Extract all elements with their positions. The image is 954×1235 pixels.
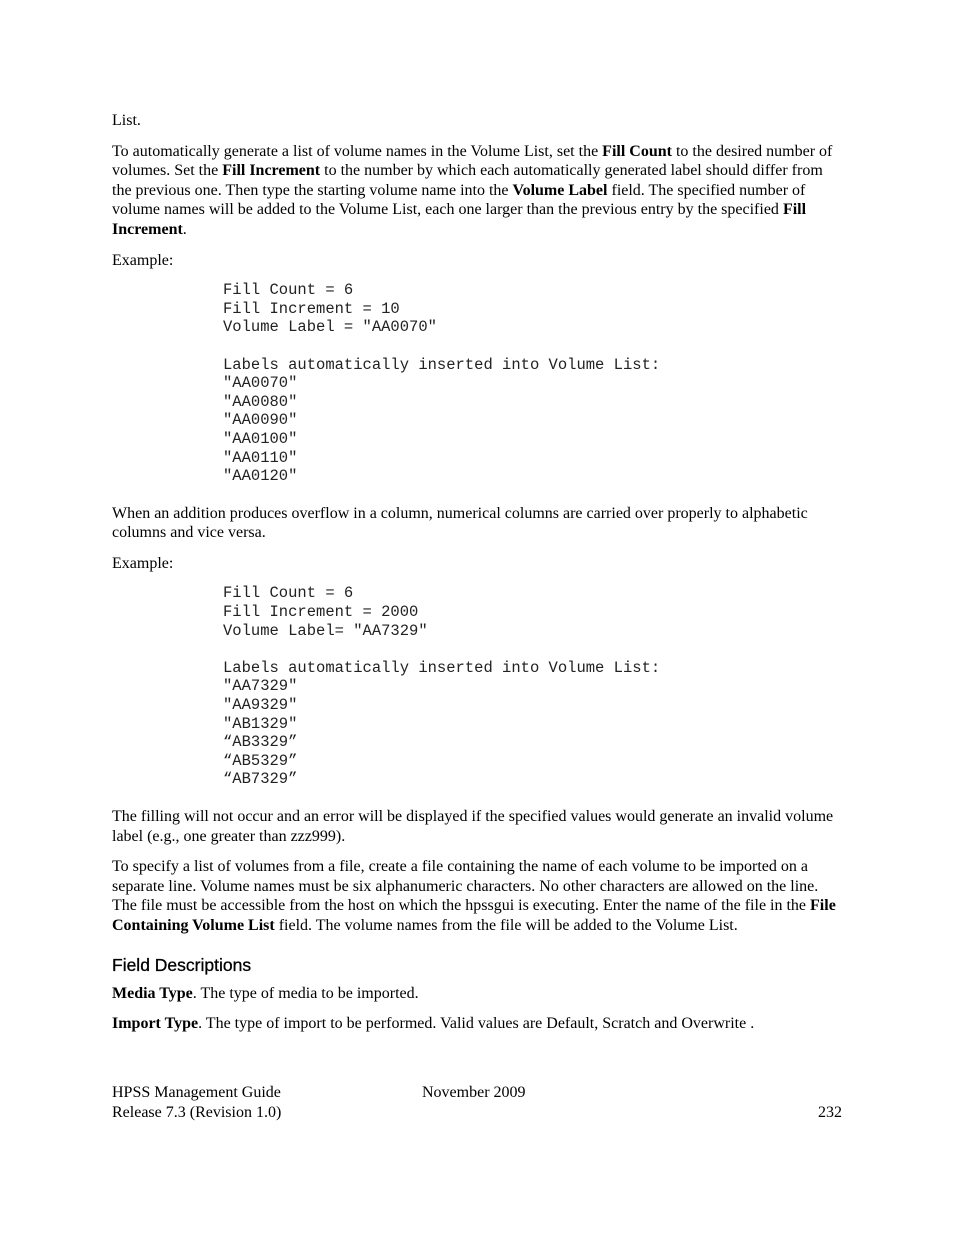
code-line: “AB5329” [223, 751, 298, 770]
code-line [223, 337, 842, 356]
bold-term: Volume Label [512, 181, 608, 199]
footer-date: November 2009 [422, 1084, 526, 1101]
bold-term: Fill Increment [222, 162, 321, 180]
code-line: Volume Label = "AA0070" [223, 318, 437, 337]
text: to the number by which each automatically generated label should differ from the previous one. Then type the starting volume name into the [112, 162, 823, 199]
code-line: Labels automatically inserted into Volume List: [223, 658, 661, 677]
code-line: Fill Count = 6 [223, 281, 354, 300]
code-line: Fill Increment = 10 [223, 299, 400, 318]
code-line: "AA9329" [223, 696, 298, 715]
footer-guide-title: HPSS Management Guide [112, 1084, 281, 1101]
text: . The type of media to be imported. [192, 984, 419, 1002]
code-line: Fill Count = 6 [223, 584, 354, 603]
code-example-1 [112, 281, 842, 486]
code-line: Labels automatically inserted into Volume List: [223, 355, 661, 374]
code-line: "AA7329" [223, 677, 298, 696]
text: To automatically generate a list of volume names in the Volume List, set the [112, 142, 603, 160]
text: field. The specified number of volume names will be added to the Volume List, each one larger than the previous entry by the specified [112, 181, 806, 219]
page-number: 232 [818, 1104, 842, 1121]
paragraph-auto-generate [112, 142, 842, 240]
code-line: "AB1329" [223, 714, 298, 733]
bold-term: Import Type [112, 1015, 199, 1033]
code-line [223, 640, 842, 659]
paragraph-list-continuation: List. [112, 112, 141, 129]
text: . [182, 220, 187, 238]
paragraph-volume-file [112, 857, 842, 935]
code-line: “AB3329” [223, 733, 298, 752]
paragraph-overflow: When an addition produces overflow in a column, numerical columns are carried over properly to alphabetic columns and vice versa. [112, 504, 808, 542]
example-label: Example: [112, 251, 174, 269]
paragraph-filling-error: The filling will not occur and an error will be displayed if the specified values would generate an invalid volume label (e.g., one greater than zzz999). [112, 808, 834, 845]
text: . The type of import to be performed. Valid values are Default, Scratch and Overwrite . [198, 1015, 755, 1033]
code-line: Volume Label= "AA7329" [223, 621, 428, 640]
section-heading: Field Descriptions [112, 954, 252, 975]
text: field. The volume names from the file will be added to the Volume List. [274, 916, 738, 934]
code-line: "AA0120" [223, 467, 298, 486]
code-line: "AA0070" [223, 374, 298, 393]
bold-term: File Containing Volume List [112, 897, 836, 934]
bold-term: Fill Increment [112, 201, 807, 238]
code-line: "AA0080" [223, 392, 298, 411]
page-footer [112, 1083, 842, 1123]
code-example-2 [112, 584, 842, 789]
code-line: "AA0110" [223, 448, 298, 467]
bold-term: Fill Count [602, 142, 672, 160]
code-line: "AA0100" [223, 429, 298, 448]
code-line: "AA0090" [223, 411, 298, 430]
field-description-import-type [112, 1014, 842, 1034]
field-description-media-type [112, 984, 842, 1004]
text: to the desired number of volumes. Set the [112, 142, 833, 180]
example-label: Example: [112, 554, 174, 572]
bold-term: Media Type [112, 984, 193, 1002]
text: To specify a list of volumes from a file, create a file containing the name of each volume to be imported on a separate line. Volume names must be six alphanumeric characters. No other characters are allowed on the line. The file must be accessible from the host on which the hpssgui is executing. Enter the name of the file in the [112, 858, 819, 915]
footer-release: Release 7.3 (Revision 1.0) [112, 1104, 282, 1121]
document-body [112, 111, 842, 1034]
code-line: “AB7329” [223, 770, 298, 789]
code-line: Fill Increment = 2000 [223, 603, 419, 622]
